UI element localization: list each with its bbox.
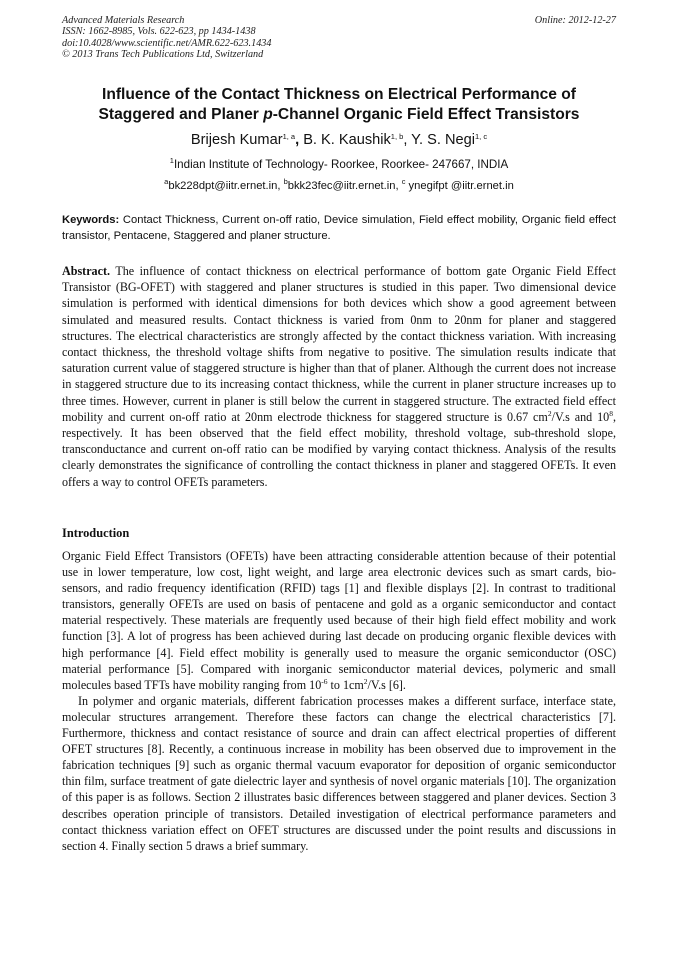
abstract-sup-2: 8 <box>609 408 613 418</box>
title-line-2 <box>62 105 616 125</box>
affiliation-text: Indian Institute of Technology- Roorkee, Roorkee- 247667, INDIA <box>173 158 509 171</box>
journal-issn: ISSN: 1662-8985, Vols. 622-623, pp 1434-1438 <box>62 26 256 38</box>
abstract <box>62 263 616 490</box>
introduction-body <box>62 548 616 854</box>
intro-p1-sup-1: -6 <box>321 676 328 686</box>
title-italic-p: p <box>263 106 273 123</box>
author-separator-1: , <box>295 132 304 148</box>
author-emails <box>62 177 616 192</box>
author-1-sup: 1, a <box>282 132 296 141</box>
abstract-text-3: , respectively. It has been observed that the field effect mobility, threshold voltage, sub-threshold slope, transconductance and current on-off ratio can be modified by varying contact thickness. Analysis of the results clearly demonstrates the significance of controlling the contact thickness in planer and staggered OFETs. It even offers a way to control OFETs parameters. <box>62 409 616 489</box>
author-3: Y. S. Negi <box>411 132 475 148</box>
abstract-text-1: The influence of contact thickness on electrical performance of bottom gate Organic Field Effect Transistor (BG-OFET) with staggered and planer structures is studied in this paper. Two dimensional device simulation is performed with identical dimensions for both devices which show a good agreement between simulated and measured results. Contact thickness is varied from 0nm to 20nm for planer and staggered structures. The electrical characteristics are strongly affected by the contact thickness variation. With increasing contact thickness, the threshold voltage shifts from negative to positive. The simulation results indicate that saturation current value of staggered structure is higher than that of planer. Although the current does not increase in staggered structure due to its increasing contact thickness, while the current in planer structure increases up to three times. However, current in planer is still below the current in staggered structure. The extracted field effect mobility and current on-off ratio at 20nm electrode thickness for staggered structure is 0.67 cm <box>62 264 616 424</box>
journal-doi: doi:10.4028/www.scientific.net/AMR.622-623.1434 <box>62 37 272 49</box>
abstract-text-2: /V.s and 10 <box>551 409 610 424</box>
affiliation-sup: 1 <box>169 156 174 165</box>
affiliation <box>62 158 616 171</box>
paper-title <box>62 85 616 125</box>
title-line-2-start: Staggered and Planer <box>98 106 264 123</box>
author-1: Brijesh Kumar <box>190 132 283 148</box>
keywords-label: Keywords: <box>62 214 120 226</box>
author-separator-2: , <box>403 132 412 148</box>
journal-copyright: © 2013 Trans Tech Publications Ltd, Switzerland <box>62 49 264 61</box>
intro-paragraph-2: In polymer and organic materials, different fabrication processes makes a different surface, interface state, molecular structures arrangement. Therefore these factors can change the electrical characteristics [7]. Furthermore, thickness and contact resistance of source and drain can affect electrical properties of different OFET structures [8]. Recently, a continuous increase in mobility has been observed due to improvement in the fabrication techniques [9] such as organic thermal vacuum evaporator for deposition of organic semiconductor thin film, surface treatment of gate dielectric layer and synthesis of novel organic materials [10]. The organization of this paper is as follows. Section 2 illustrates basic differences between staggered and planer devices. Section 3 describes operation principle of transistors. Detailed investigation of electrical performance parameters and contact thickness variation effect on OFET structures are discussed under the point results and discussions in section 4. Finally section 5 draws a brief summary. <box>62 693 616 853</box>
section-heading-introduction: Introduction <box>62 526 130 540</box>
intro-p1-text-b: to 1cm <box>327 677 364 692</box>
email-c-sup: c <box>401 177 406 186</box>
email-b: bkk23fec@iitr.ernet.in, <box>287 180 402 192</box>
journal-header <box>62 15 616 61</box>
intro-p1-text-a: Organic Field Effect Transistors (OFETs) have been attracting considerable attention because of their potential use in lower temperature, low cost, light weight, and large area electronic devices such as smart cards, bio-sensors, and radio frequency identification (RFID) tags [1] and flexible displays [2]. In contrast to traditional transistors, generally OFETs are used on basis of pentacene and gold as a organic semiconductor and contact material respectively. These materials are frequently used because of their high field effect mobility and work function [3]. A lot of progress has been achieved during last decade on producing organic flexible devices with high performance [4]. Field effect mobility is generally used to measure the organic semiconductor (OSC) material performance [5]. Compared with inorganic semiconductor material devices, polymeric and small molecules based TFTs have mobility ranging from 10 <box>62 549 616 692</box>
abstract-label: Abstract. <box>62 264 111 278</box>
journal-name: Advanced Materials Research <box>62 15 185 26</box>
keywords-text: Contact Thickness, Current on-off ratio, Device simulation, Field effect mobility, Organic field effect transistor, Pentacene, Staggered and planer structure. <box>62 214 616 242</box>
email-a: bk228dpt@iitr.ernet.in, <box>168 180 284 192</box>
author-3-sup: 1, c <box>475 132 488 141</box>
keywords <box>62 212 616 244</box>
author-list <box>62 132 616 148</box>
intro-paragraph-1 <box>62 548 616 693</box>
title-line-1: Influence of the Contact Thickness on Electrical Performance of <box>102 86 576 103</box>
email-c: ynegifpt @iitr.ernet.in <box>405 180 514 192</box>
email-a-sup: a <box>164 177 169 186</box>
author-2-sup: 1, b <box>390 132 404 141</box>
email-b-sup: b <box>283 177 288 186</box>
online-date: Online: 2012-12-27 <box>534 15 616 26</box>
intro-p1-text-c: /V.s [6]. <box>367 677 406 692</box>
title-line-2-end: -Channel Organic Field Effect Transistors <box>272 106 580 123</box>
author-2: B. K. Kaushik <box>303 132 391 148</box>
intro-p1-sup-2: 2 <box>363 676 368 686</box>
abstract-sup-1: 2 <box>547 408 552 418</box>
